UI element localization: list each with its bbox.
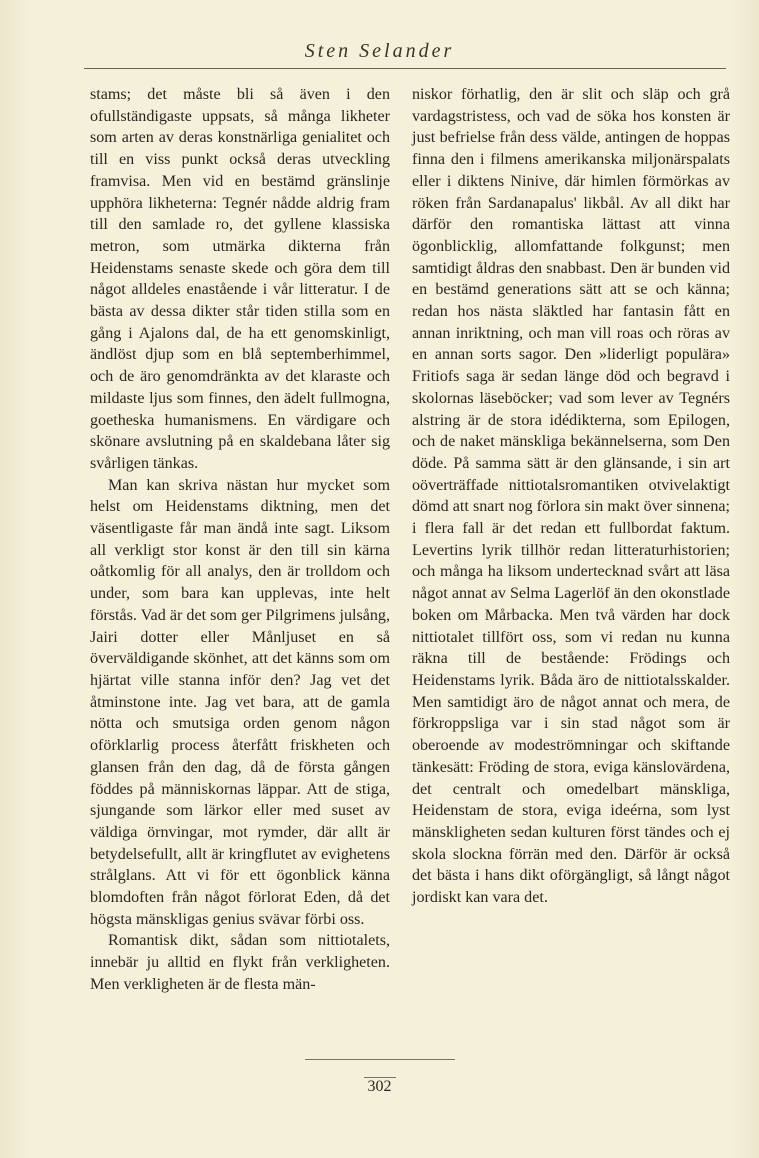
running-header: Sten Selander [304,40,455,62]
page-number-block [0,1078,759,1096]
right-column [412,84,730,909]
footer-rule [305,1059,455,1060]
paragraph: niskor förhatlig, den är slit och släp och grå vardagstristess, och vad de söka hos konsten är just befrielse från dess välde, antingen de hoppas finna den i filmens amerikanska miljonärspalats eller i diktens Ninive, där himlen förmörkas av röken från Sardanapalus' likbål. Av all dikt har därför den romantiska lättast att vinna ögonblicklig, allomfattande folkgunst; men samtidigt åldras den snabbast. Den är bunden vid en bestämd generations sätt att se och känna; redan hos nästa släktled har fantasin fått en annan inriktning, och man vill roas och röras av en annan sorts sagor. Den »liderligt populära» Fritiofs saga är sedan länge död och begravd i skolornas läseböcker; vad som lever av Tegnérs alstring är de stora idédikterna, som Epilogen, och de naket mänskliga bekännelserna, som Den döde. På samma sätt är den glänsande, i sin art oöverträffade nittiotalsromantiken otvivelaktigt dömd att snart nog förlora sin makt över sinnena; i flera fall är det redan ett fullbordat faktum. Levertins lyrik tillhör redan litteraturhistorien; och många ha liksom undertecknad svårt att läsa något annat av Selma Lagerlöf än den okonstlade boken om Mårbacka. Men två värden har dock nittiotalet tillfört oss, som vi redan nu kunna räkna till de bestående: Frödings och Heidenstams lyrik. Båda äro de nittiotalsskalder. Men samtidigt äro de något annat och mera, de förkroppsliga var i sin stad något som är oberoende av modeströmningar och skiftande tänkesätt: Fröding de stora, eviga känslovärdena, det centralt och omedelbart mänskliga, Heidenstam de stora, eviga ideérna, som lyst mänskligheten sedan kulturen först tändes och ej skola slockna förrän med den. Därför är också det bästa i hans dikt oförgängligt, så långt något jordiskt kan vara det. [412,86,730,907]
paragraph: Man kan skriva nästan hur mycket som helst om Heidenstams diktning, men det väsentligaste får man ändå inte sagt. Liksom all verkligt stor konst är den till sin kärna oåtkomlig för all analys, den är trolldom och under, som bara kan upplevas, inte helt förstås. Vad är det som ger Pilgrimens julsång, Jairi dotter eller Månljuset en så överväldigande skönhet, att det känns som om hjärtat ville stanna inför den? Jag vet det åtminstone inte. Jag vet bara, att de gamla nötta och smutsiga orden genom någon oförklarlig process återfått friskheten och glansen från den dag, då de första gången föddes på människornas läppar. Att de stiga, sjungande som lärkor eller med suset av väldiga örnvingar, mot rymder, där allt är betydelsefullt, allt är kringflutet av evighetens strålglans. Att vi för ett ögonblick känna blomdoften från något förlorat Eden, då det högsta mänskligas genius svävar förbi oss. [90,476,390,928]
page-number: 302 [364,1077,396,1095]
left-column [90,84,390,996]
paragraph: stams; det måste bli så även i den ofullständigaste uppsats, så många likheter som arten av deras konstnärliga genialitet och till en viss punkt också deras utveckling framvisa. Men vid en bestämd gränslinje upphöra likheterna: Tegnér nådde aldrig fram till den samlade ro, det gyllene klassiska metron, som utmärka dikterna från Heidenstams senaste skede och göra dem till något alldeles enastående i vår litteratur. I de bästa av dessa dikter står tiden stilla som en gång i Ajalons dal, de ha ett genomskinligt, ändlöst djup som en blå septemberhimmel, och de äro genomdränkta av det klaraste och mildaste ljus som finnes, den ädelt fullmogna, goetheska humanismens. En värdigare och skönare avslutning på en skaldebana låter sig svårligen tänkas. [90,86,390,472]
paragraph: Romantisk dikt, sådan som nittiotalets, innebär ju alltid en flykt från verkligheten. Men verkligheten är de flesta män- [90,932,390,993]
header-rule [84,68,726,69]
